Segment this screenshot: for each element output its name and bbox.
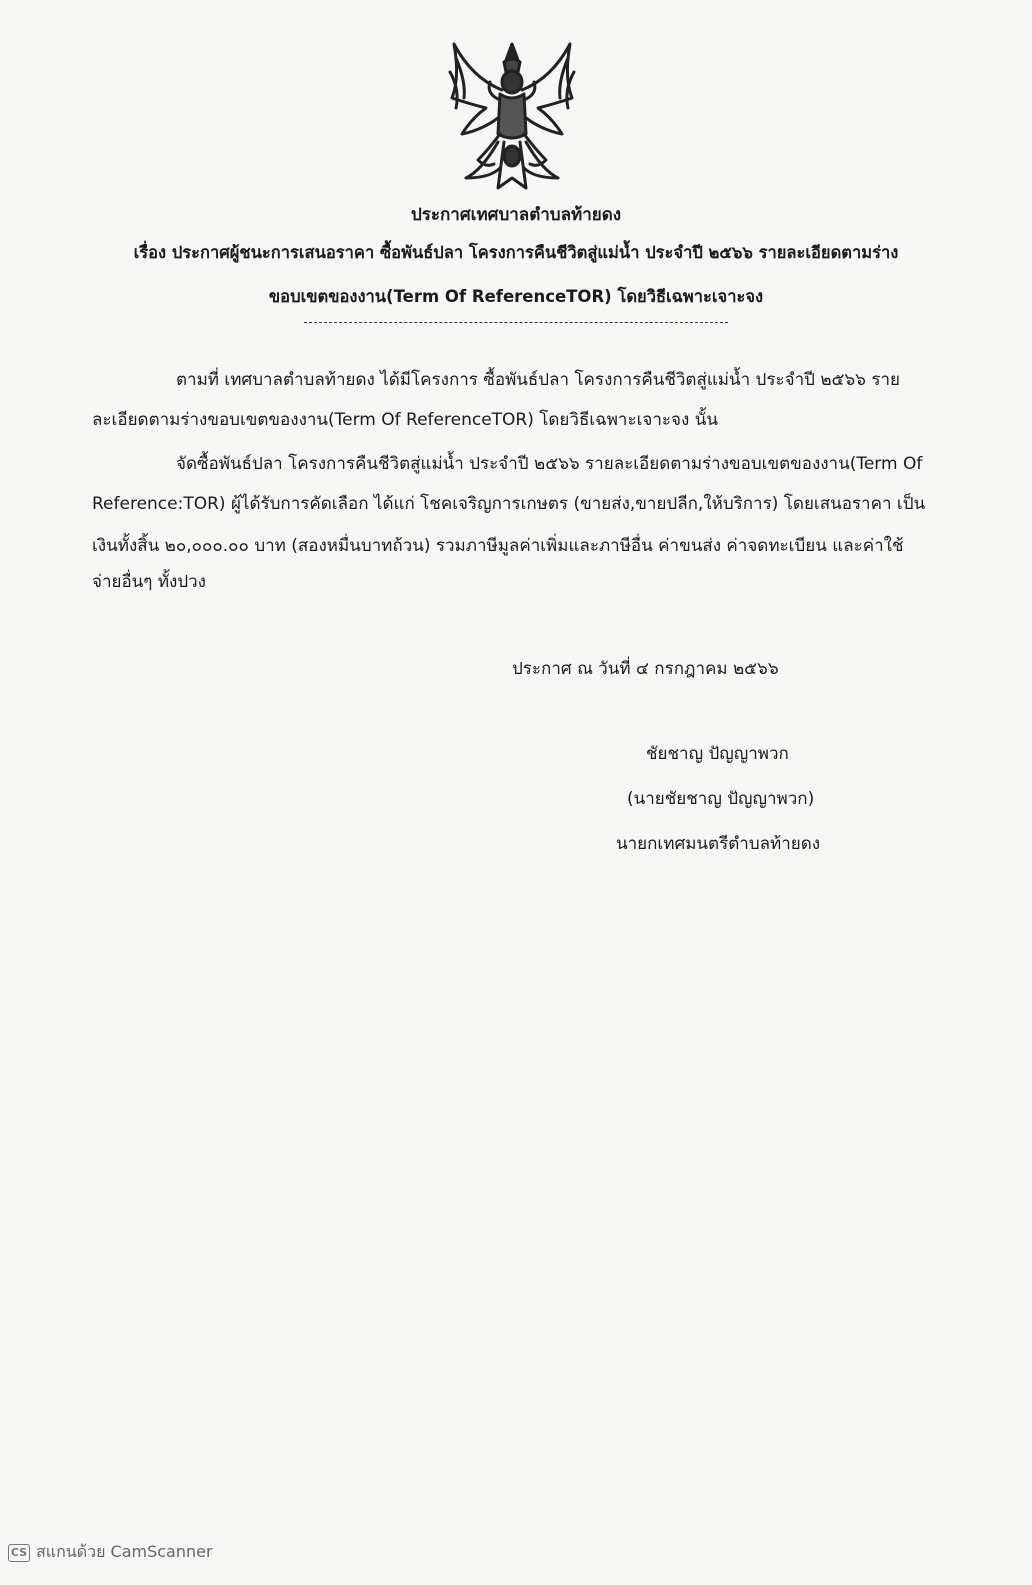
signatory-position: นายกเทศมนตรีตำบลท้ายดง [616, 834, 821, 854]
camscanner-logo-icon: CS [8, 1544, 30, 1562]
signatory-full-name: (นายชัยชาญ ปัญญาพวก) [627, 789, 815, 809]
announcement-date: ประกาศ ณ วันที่ ๔ กรกฎาคม ๒๕๖๖ [512, 659, 779, 679]
subject-line-2: ขอบเขตของงาน(Term Of ReferenceTOR) โดยวิธีเฉพาะเจาะจง [268, 287, 764, 306]
garuda-emblem-icon [442, 38, 582, 198]
document-title: ประกาศเทศบาลตำบลท้ายดง [410, 205, 622, 225]
body-line-4: Reference:TOR) ผู้ได้รับการคัดเลือก ได้แก่ โชคเจริญการเกษตร (ขายส่ง,ขายปลีก,ให้บริการ) โดยเสนอราคา เป็น [92, 494, 926, 514]
body-line-6: จ่ายอื่นๆ ทั้งปวง [92, 572, 206, 592]
body-line-5: เงินทั้งสิ้น ๒๐,๐๐๐.๐๐ บาท (สองหมื่นบาทถ้วน) รวมภาษีมูลค่าเพิ่มและภาษีอื่น ค่าขนส่ง ค่าจดทะเบียน และค่าใช้ [92, 536, 904, 556]
body-line-1: ตามที่ เทศบาลตำบลท้ายดง ได้มีโครงการ ซื้อพันธ์ปลา โครงการคืนชีวิตสู่แม่น้ำ ประจำปี ๒๕๖๖ ราย [176, 370, 901, 390]
scanner-text: สแกนด้วย CamScanner [36, 1542, 213, 1561]
scanner-watermark [8, 1540, 213, 1565]
body-line-3: จัดซื้อพันธ์ปลา โครงการคืนชีวิตสู่แม่น้ำ ประจำปี ๒๕๖๖ รายละเอียดตามร่างขอบเขตของงาน(Term Of [176, 454, 923, 474]
subject-line-1: เรื่อง ประกาศผู้ชนะการเสนอราคา ซื้อพันธ์ปลา โครงการคืนชีวิตสู่แม่น้ำ ประจำปี ๒๕๖๖ รายละเอียดตามร่าง [133, 243, 899, 262]
header-divider [304, 322, 728, 323]
signature-name: ชัยชาญ ปัญญาพวก [646, 744, 789, 764]
body-line-2: ละเอียดตามร่างขอบเขตของงาน(Term Of ReferenceTOR) โดยวิธีเฉพาะเจาะจง นั้น [92, 410, 718, 430]
